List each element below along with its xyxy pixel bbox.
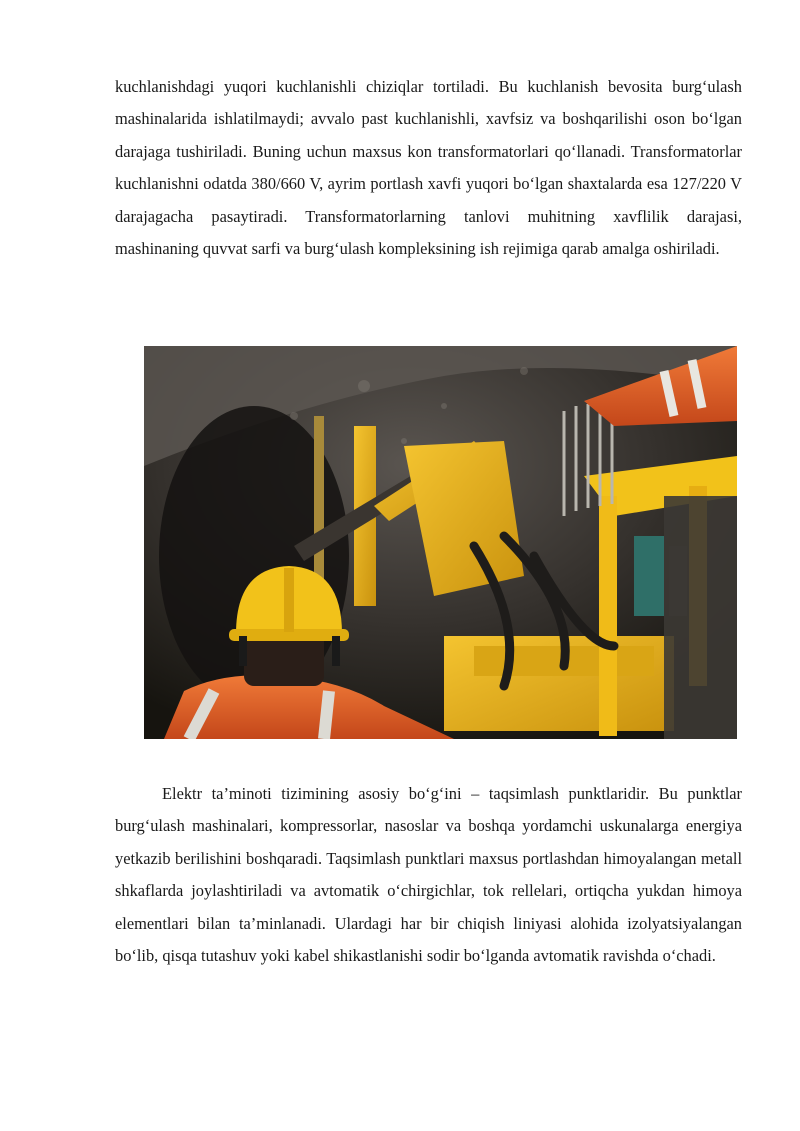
paragraph-distribution-points: Elektr ta’minoti tizimining asosiy bo‘g‘ini – taqsimlash punktlaridir. Bu punktlar burg‘ulash mashinalari, kompressorlar, nasoslar va boshqa yordamchi uskunalarga energiya yetkazib berilishini boshqaradi. Taqsimlash punktlari maxsus portlashdan himoyalangan metall shkaflarda joylashtiriladi va avtomatik o‘chirgichlar, tok rellelari, ortiqcha yukdan himoya elementlari bilan ta’minlanadi. Ulardagi har bir chiqish liniyasi alohida izolyatsiyalangan bo‘lib, qisqa tutashuv yoki kabel shikastlanishi sodir bo‘lganda avtomatik ravishda o‘chadi. <box>115 784 742 966</box>
paragraph-transformers: kuchlanishdagi yuqori kuchlanishli chiziqlar tortiladi. Bu kuchlanish bevosita burg‘ulash mashinalarida ishlatilmaydi; avvalo past kuchlanishli, xavfsiz va boshqarilishi oson bo‘lgan darajaga tushiriladi. Buning uchun maxsus kon transformatorlari qo‘llanadi. Transformatorlar kuchlanishni odatda 380/660 V, ayrim portlash xavfi yuqori bo‘lgan shaxtalarda esa 127/220 V darajagacha pasaytiradi. Transformatorlarning tanlovi muhitning xavflilik darajasi, mashinaning quvvat sarfi va burg‘ulash kompleksining ish rejimiga qarab amalga oshiriladi. <box>115 77 742 259</box>
mining-drill-photo <box>144 346 737 739</box>
